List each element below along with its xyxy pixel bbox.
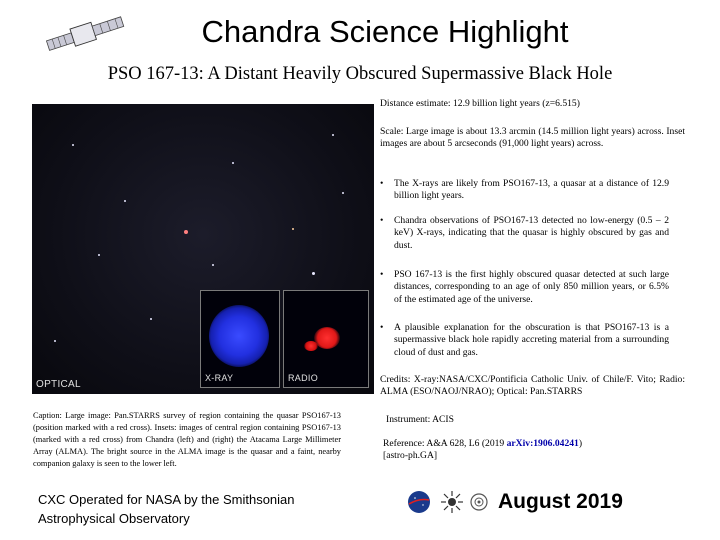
star xyxy=(54,340,56,342)
star xyxy=(124,200,126,202)
nasa-logo-icon xyxy=(407,490,431,514)
bullet-text: The X-rays are likely from PSO167-13, a quasar at a distance of 12.9 billion light years. xyxy=(394,178,669,202)
radio-companion xyxy=(304,341,318,351)
bullet-text: Chandra observations of PSO167-13 detected no low-energy (0.5 – 2 keV) X-rays, indicating that the quasar is highly obscured by gas and dust. xyxy=(394,215,669,251)
star xyxy=(292,228,294,230)
arxiv-link[interactable]: arXiv:1906.04241 xyxy=(506,438,579,449)
xray-inset xyxy=(200,290,280,388)
instrument-text: Instrument: ACIS xyxy=(386,414,454,425)
release-date: August 2019 xyxy=(498,490,623,513)
operated-by: CXC Operated for NASA by the Smithsonian Astrophysical Observatory xyxy=(38,492,295,526)
page-subtitle: PSO 167-13: A Distant Heavily Obscured Supermassive Black Hole xyxy=(107,64,613,84)
bullet-glyph: • xyxy=(380,269,384,280)
distance-estimate: Distance estimate: 12.9 billion light years (z=6.515) xyxy=(380,98,580,109)
chandra-logo-icon xyxy=(440,490,464,514)
xray-source xyxy=(209,305,269,367)
bullet-glyph: • xyxy=(380,322,384,333)
optical-label: OPTICAL xyxy=(36,379,81,390)
star xyxy=(184,230,188,234)
smithsonian-logo-icon xyxy=(470,492,488,512)
star xyxy=(232,162,234,164)
star xyxy=(332,134,334,136)
scale-text: Scale: Large image is about 13.3 arcmin (14.5 million light years) across. Inset images are about 5 arcseconds (91,000 light years) across. xyxy=(380,126,685,150)
image-caption: Caption: Large image: Pan.STARRS survey of region containing the quasar PSO167-13 (position marked with a red cross). Insets: images of central region containing PSO167-13 (marked with a red cross) from Chandra (left) and (right) the Atacama Large Millimeter Array (ALMA). The bright source in the ALMA image is the quasar and a faint, nearby companion galaxy is seen to the lower left. xyxy=(33,411,341,469)
bullet-glyph: • xyxy=(380,178,384,189)
star xyxy=(312,272,315,275)
optical-image xyxy=(32,104,374,394)
bullet-text: PSO 167-13 is the first highly obscured quasar detected at such large distances, corresponding to an age of only 850 million years, or 6.5% of the estimated age of the universe. xyxy=(394,269,669,305)
star xyxy=(212,264,214,266)
reference-suffix: [astro-ph.GA] xyxy=(383,450,438,462)
bullet-text: A plausible explanation for the obscuration is that PSO167-13 is a supermassive black hole rapidly accreting material from a surrounding cloud of dust and gas. xyxy=(394,322,669,358)
bullet-glyph: • xyxy=(380,215,384,226)
reference-prefix: Reference: A&A 628, L6 (2019 xyxy=(383,438,507,449)
page-title: Chandra Science Highlight xyxy=(201,14,569,49)
reference-text: Reference: A&A 628, L6 (2019 arXiv:1906.04241) [astro-ph.GA] xyxy=(383,438,583,462)
chandra-satellite-icon xyxy=(44,10,130,56)
radio-label: RADIO xyxy=(288,373,319,383)
star xyxy=(72,144,74,146)
star xyxy=(150,318,152,320)
xray-label: X-RAY xyxy=(205,373,234,383)
star xyxy=(98,254,100,256)
image-credits: Credits: X-ray:NASA/CXC/Pontificia Catholic Univ. of Chile/F. Vito; Radio: ALMA (ESO/NAOJ/NRAO); Optical: Pan.STARRS xyxy=(380,374,685,398)
star xyxy=(342,192,344,194)
radio-inset xyxy=(283,290,369,388)
